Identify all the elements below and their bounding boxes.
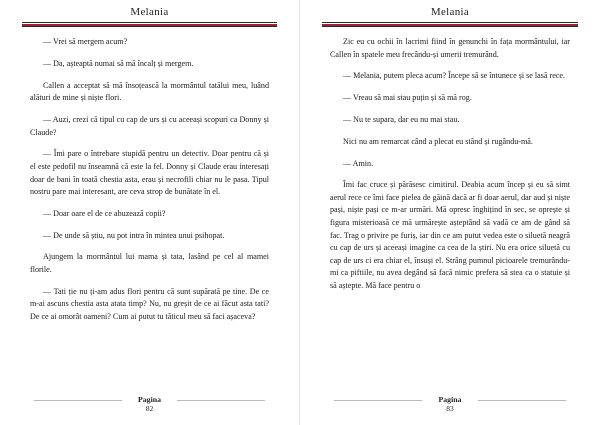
page-number: 83	[446, 403, 454, 413]
page-label: Pagina	[138, 395, 161, 404]
page-footer	[0, 396, 299, 413]
footer-rule-right	[177, 400, 265, 401]
page-number: 82	[145, 403, 154, 413]
page-label: Pagina	[438, 395, 462, 404]
paragraph: — Doar oare el de ce abuzează copii?	[43, 208, 166, 218]
page-header: Melania	[430, 6, 470, 18]
paragraph: Îmi fac cruce și părăsesc cimitirul. Deabia acum încep și eu să simt aerul rece ce îmi face pielea de găină dacă ar fi doar aerul, dar aud și niște pași, niște pași ce m-ar urmări. Mă opresc înghițind în sec, se oprește și figura misterioasă ce mă urmărește așteptând să vadă ce am de gând să fac. Trag o privire pe furiș, iar din ce am putut vedea este o siluetă neagră cu cap de urs și aceeași imagine ca cea de la știri. Nu era orice siluetă cu cap de urs ci era chiar el, însuși el. Strâng pumnul picioarele tremurându-mi ca piftiile, nu avea degând să facă nimic prefera să stea ca o statuie și să aștepte. Mă face pentru o	[330, 180, 570, 291]
footer-rule-left	[34, 400, 122, 401]
paragraph: — Îmi pare o întrebare stupidă pentru un detectiv. Doar pentru că și el este pedofil nu înseamnă că este la fel. Donny și Claude erau interesați doar de bani în toată chestia asta, erau și necrofili chiar nu le pasa. Tipul nostru pare mai interesant, are ceva strop de bunătate în el.	[30, 149, 269, 197]
paragraph: Zic eu cu ochii în lacrimi fiind în genunchi în fața mormântului, iar Callen în spatele meu frecându-și umerii tremurând.	[330, 37, 570, 59]
paragraph: — Vreau să mai stau puțin și să mă rog.	[343, 93, 472, 103]
header-rule	[322, 22, 578, 27]
paragraph: — Da, așteaptă numai să mă încalț și mergem.	[43, 58, 194, 68]
page-footer	[300, 396, 600, 413]
right-page	[300, 0, 600, 425]
paragraph: — Vrei să mergem acum?	[43, 37, 128, 46]
paragraph: Nici nu am remarcat când a plecat eu stând și rugându-mă.	[343, 136, 533, 146]
footer-rule-left	[334, 400, 422, 401]
paragraph: — Auzi, crezi că tipul cu cap de urs și cu aceeași scopuri ca Donny și Claude?	[30, 114, 269, 137]
header-rule	[22, 22, 277, 27]
paragraph: — Amin.	[343, 158, 374, 168]
paragraph: — Melania, putem pleca acum? Începe să se întunece și se lasă rece.	[343, 71, 566, 81]
paragraph: — Nu te supara, dar eu nu mai stau.	[343, 114, 460, 124]
page-body	[330, 36, 570, 379]
paragraph: — De unde să știu, nu pot intra în mintea unui psihopat.	[43, 230, 225, 240]
page-body	[30, 36, 269, 379]
page-header: Melania	[130, 6, 169, 18]
paragraph: — Tati ție nu ți-am adus flori pentru că sunt supărată pe tine. De ce m-ai ascuns chestia asta atata timp? Nu, nu greșit de ce ai făcut asta tati? De ce ai omorât oameni? Cum ai putut tu tăticul meu să faci așaceva?	[30, 286, 269, 321]
paragraph: Ajungem la mormântul lui mama și tata, lasând pe cel al mamei florile.	[30, 252, 269, 275]
paragraph: Callen a acceptat să mă însoțească la mormântul tatălui meu, luând alături de mine și niște flori.	[30, 80, 269, 103]
footer-rule-right	[478, 400, 566, 401]
